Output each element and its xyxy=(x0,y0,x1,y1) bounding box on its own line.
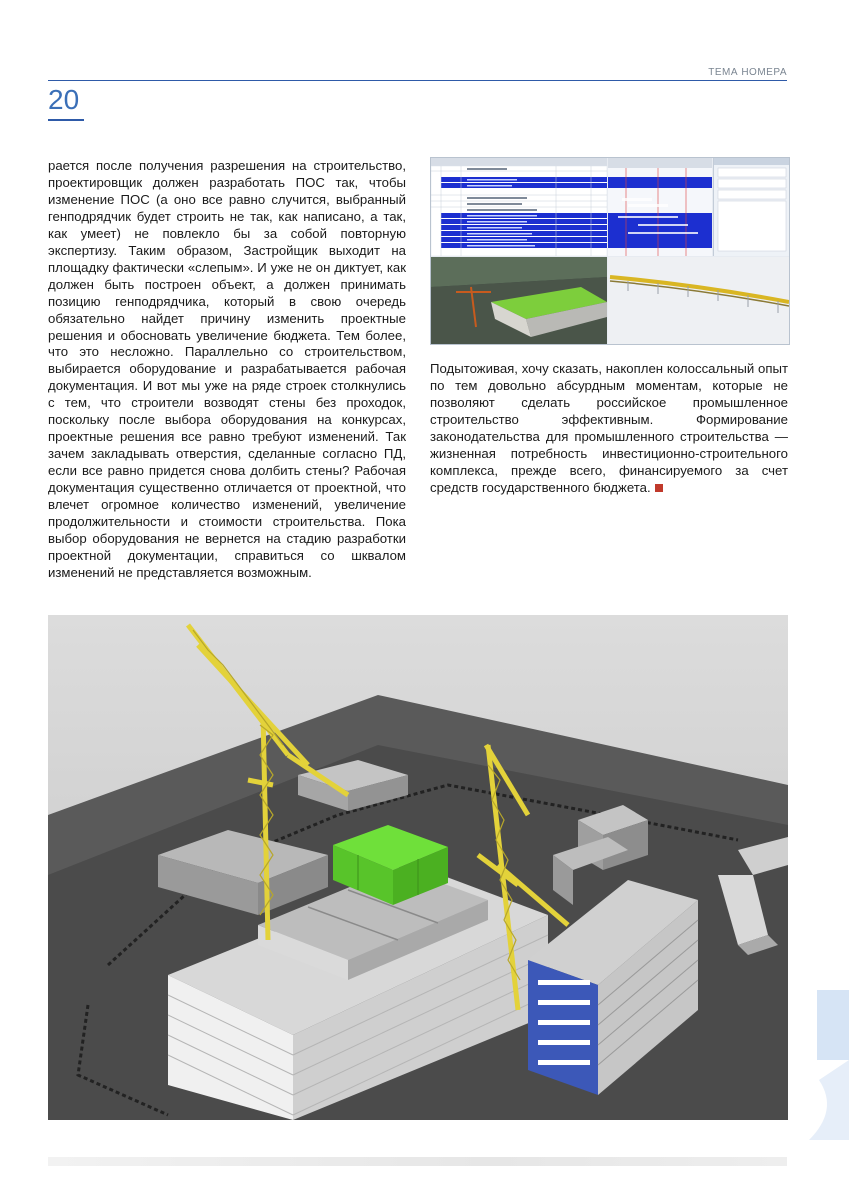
article-right-column xyxy=(430,361,788,497)
screenshot-3d-views xyxy=(431,257,789,344)
footer-bar xyxy=(48,1157,787,1166)
gantt-chart xyxy=(608,158,712,256)
construction-site-render xyxy=(48,615,788,1120)
page-number-underline xyxy=(48,119,84,121)
3d-view-bridge xyxy=(608,257,789,344)
screenshot-top-panels xyxy=(431,158,789,256)
3d-view-green-roof xyxy=(431,257,607,344)
section-label: ТЕМА НОМЕРА xyxy=(708,67,787,78)
paragraph-right-text: Подытоживая, хочу сказать, накоплен колоссальный опыт по тем довольно абсурдным моментам, которые не позволяют сделать российское промышленное строительство эффективным. Формирование законодательства для промышленного строительства — жизненная потребность инвестиционно-строительного комплекса, прежде всего, финансируемого за счет средств государственного бюджета. xyxy=(430,361,788,495)
properties-panel xyxy=(713,158,790,256)
page-number: 20 xyxy=(48,84,80,115)
paragraph-left: рается после получения разрешения на строительство, проектировщик должен разработать ПОС так, чтобы изменение ПОС (а оно все равно случится, выбранный генподрядчик будет строить не так, как написано, а так, как умеет) не повлекло бы за собой повторную экспертизу. Таким образом, Застройщик выходит на площадку фактически «слепым». И уже не он диктует, как должен быть построен объект, а должен принимать позицию генподрядчика, который в свою очередь обязательно найдет причину изменить проектные решения и обосновать увеличение бюджета. Тем более, что это несложно. Параллельно со строительством, выбирается оборудование и разрабатывается рабочая документация. И вот мы уже на ряде строек столкнулись с тем, что строители возводят стены без проходок, поскольку после выбора оборудования на конкурсах, проектные решения все равно требуют изменений. Так зачем закладывать отверстия, сделанные согласно ПД, если все равно придется снова долбить стены? Рабочая документация существенно отличается от проектной, что влечет огромное количество изменений, увеличение продолжительности и стоимости строительства. Пока выбор оборудования не вернется на стадию разработки проектной документации, справиться со шквалом изменений не представляется возможным. xyxy=(48,158,406,580)
software-screenshot xyxy=(430,157,790,345)
article-left-column xyxy=(48,158,406,582)
header-divider xyxy=(48,80,787,81)
decorative-quote-shape xyxy=(809,990,849,1140)
paragraph-right xyxy=(430,361,788,497)
red-square-icon xyxy=(655,484,663,492)
schedule-table xyxy=(431,158,607,256)
construction-site-illustration xyxy=(48,615,788,1120)
